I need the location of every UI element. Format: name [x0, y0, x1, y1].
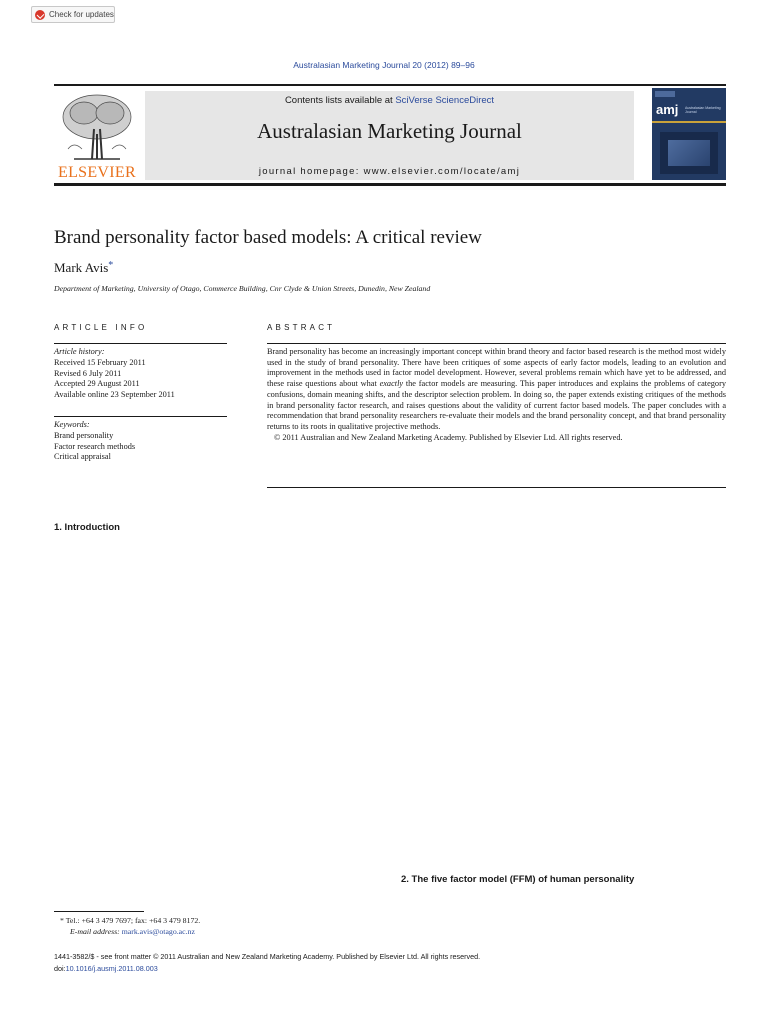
- check-for-updates-label: Check for updates: [49, 10, 114, 19]
- keywords-label: Keywords:: [54, 420, 90, 429]
- history-item: Accepted 29 August 2011: [54, 379, 140, 389]
- cover-thumb: [668, 140, 710, 166]
- footnote: [54, 915, 200, 937]
- keyword: Factor research methods: [54, 441, 136, 451]
- history-label: Article history:: [54, 347, 105, 356]
- article-history: [54, 347, 227, 401]
- author: [54, 260, 113, 276]
- contents-prefix: Contents lists available at: [284, 95, 396, 106]
- abstract-text: [267, 347, 726, 443]
- journal-reference-link[interactable]: Australasian Marketing Journal 20 (2012) 89–96: [293, 60, 475, 70]
- author-name: Mark Avis: [54, 260, 109, 275]
- article-info-heading: ARTICLE INFO: [54, 323, 148, 332]
- email-label: E-mail address:: [70, 927, 120, 936]
- abstract-copyright: © 2011 Australian and New Zealand Marketing Academy. Published by Elsevier Ltd. All rights reserved.: [274, 432, 623, 442]
- sciencedirect-link[interactable]: SciVerse ScienceDirect: [395, 95, 495, 106]
- info-rule-mid: [54, 416, 227, 417]
- check-for-updates-button[interactable]: [31, 6, 115, 23]
- contents-line: [145, 95, 634, 106]
- masthead-top-rule: [54, 84, 726, 86]
- history-item: Available online 23 September 2011: [54, 390, 175, 400]
- abstract-heading: ABSTRACT: [267, 323, 336, 332]
- abstract-rule-bottom: [267, 487, 726, 488]
- author-footnote-link[interactable]: *: [108, 260, 114, 271]
- abstract-emphasis: exactly: [379, 379, 404, 389]
- history-item: Revised 6 July 2011: [54, 368, 122, 378]
- abstract-rule-top: [267, 343, 726, 344]
- cover-ribbon: [655, 91, 675, 97]
- elsevier-wordmark: ELSEVIER: [58, 164, 136, 181]
- doi-line: [54, 964, 158, 973]
- keywords: [54, 420, 227, 463]
- footnote-contact: * Tel.: +64 3 479 7697; fax: +64 3 479 8172.: [60, 916, 201, 925]
- footnote-rule: [54, 911, 144, 912]
- author-email-link[interactable]: mark.avis@otago.ac.nz: [121, 927, 195, 936]
- abstract-part: Brand personality has become an increasingly important concept within brand theory and factor based research is the method most widely used in the study of brand personality. There have been critiques of some aspects of early factor models, leading to an evolution and improvement in the methods used in factor model development. However, several problems remain which have yet to be addressed, and these raise questions about what: [267, 347, 726, 389]
- history-item: Received 15 February 2011: [54, 357, 146, 367]
- journal-cover-image: [652, 88, 726, 180]
- abstract-part: the factor models are measuring. This paper introduces and explains the problems of category confusions, domain meaning shifts, and the descriptor selection problem. In doing so, the paper extends existing critiques of the methods in brand personality factor research, and raises questions about the validity of current factor based models. The paper concludes with a recommendation that brand personality researchers re-evaluate their models and the brand personality concept, and that brand personality returns to its roots in qualitative projective methods.: [267, 379, 726, 431]
- article-title: Brand personality factor based models: A critical review: [54, 227, 482, 248]
- info-rule-top: [54, 343, 227, 344]
- cover-subtitle: Australasian Marketing Journal: [685, 106, 721, 114]
- doi-prefix: doi:: [54, 964, 66, 973]
- cover-strip: [652, 121, 726, 123]
- affiliation: Department of Marketing, University of Otago, Commerce Building, Cnr Clyde & Union Streets, Dunedin, New Zealand: [54, 284, 431, 293]
- check-updates-icon: [35, 10, 45, 20]
- section-heading: 1. Introduction: [54, 522, 120, 533]
- keyword: Brand personality: [54, 430, 114, 440]
- section-heading: 2. The five factor model (FFM) of human personality: [401, 874, 635, 885]
- journal-homepage[interactable]: journal homepage: www.elsevier.com/locate/amj: [258, 166, 521, 177]
- masthead-bottom-rule: [54, 183, 726, 186]
- keyword: Critical appraisal: [54, 452, 111, 462]
- journal-title: Australasian Marketing Journal: [257, 119, 522, 143]
- issn-line: 1441-3582/$ - see front matter © 2011 Australian and New Zealand Marketing Academy. Published by Elsevier Ltd. All rights reserved.: [54, 952, 481, 961]
- cover-abbrev: amj: [656, 102, 679, 117]
- doi-link[interactable]: 10.1016/j.ausmj.2011.08.003: [65, 964, 158, 973]
